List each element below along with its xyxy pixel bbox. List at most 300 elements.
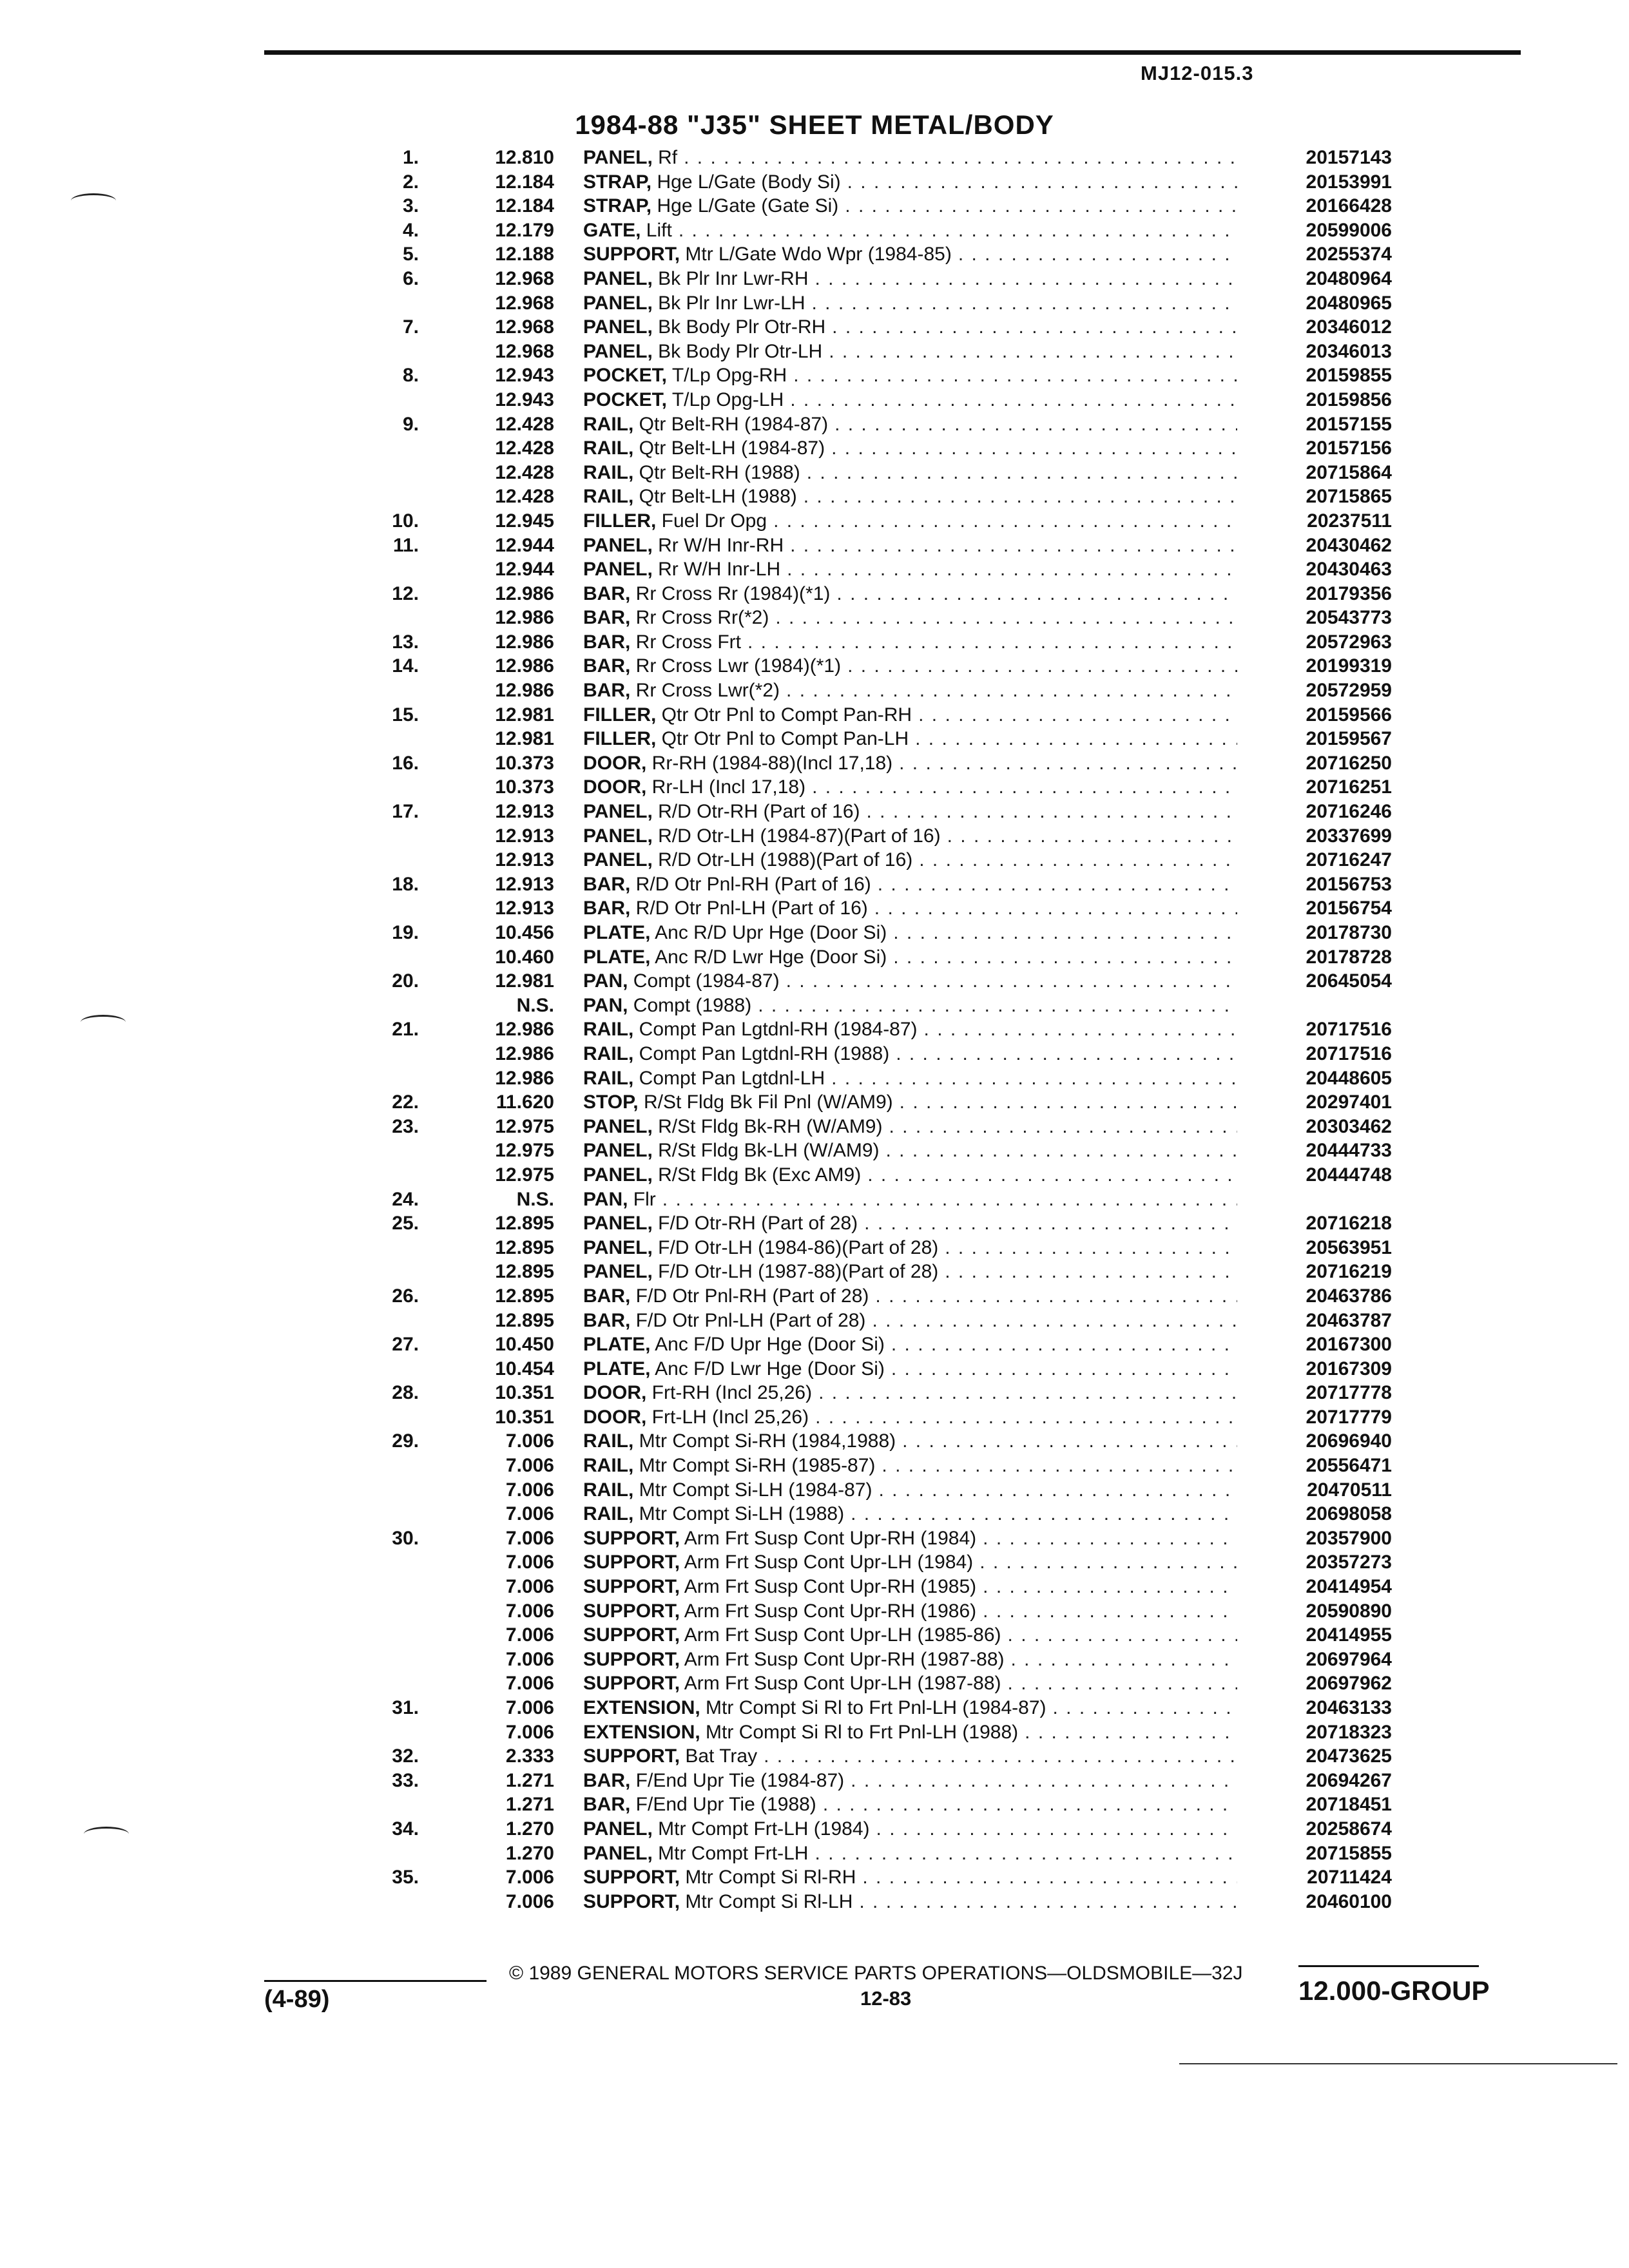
leader-dots [853, 1890, 1237, 1914]
leader-dots [808, 1841, 1237, 1866]
part-noun: FILLER, [583, 510, 657, 532]
part-row [348, 1187, 1392, 1212]
part-row [348, 1502, 1392, 1526]
group-number: 12.913 [495, 849, 554, 871]
leader-dots [871, 872, 1237, 897]
part-row [348, 242, 1392, 267]
part-description [583, 1623, 1237, 1648]
part-row [348, 1090, 1392, 1115]
part-description [583, 194, 1237, 218]
part-row [348, 1744, 1392, 1769]
group-number: 12.986 [495, 607, 554, 629]
part-row [348, 1865, 1392, 1890]
group-number: 1.270 [505, 1842, 554, 1864]
part-noun: RAIL, [583, 437, 634, 459]
group-number: 12.944 [495, 559, 554, 581]
leader-dots [1001, 1671, 1237, 1696]
part-detail: Mtr Compt Si Rl-LH [680, 1890, 853, 1912]
part-number: 20430462 [1306, 534, 1392, 556]
item-number: 23. [392, 1115, 419, 1137]
part-description [583, 1090, 1237, 1115]
item-number: 27. [392, 1334, 419, 1356]
part-detail: Rf [652, 147, 678, 168]
part-row [348, 678, 1392, 703]
part-number: 20543773 [1306, 607, 1392, 629]
part-row [348, 800, 1392, 824]
part-noun: PAN, [583, 994, 628, 1016]
part-row [348, 1478, 1392, 1503]
item-number: 22. [392, 1091, 419, 1113]
item-number: 21. [392, 1019, 419, 1041]
part-row [348, 1792, 1392, 1817]
part-row [348, 267, 1392, 291]
part-row [348, 1550, 1392, 1575]
part-noun: RAIL, [583, 1503, 634, 1525]
part-noun: PANEL, [583, 1140, 653, 1162]
part-number: 20448605 [1306, 1067, 1392, 1089]
part-number: 20717516 [1306, 1043, 1392, 1064]
part-noun: SUPPORT, [583, 1867, 680, 1888]
part-row [348, 1332, 1392, 1357]
part-noun: SUPPORT, [583, 1745, 680, 1767]
part-description [583, 315, 1237, 340]
part-description [583, 1575, 1237, 1599]
footer-rule-right [1298, 1965, 1479, 1967]
leader-dots [887, 945, 1237, 970]
group-label: 12.000-GROUP [1298, 1975, 1490, 2006]
item-number: 30. [392, 1527, 419, 1549]
part-row [348, 1284, 1392, 1309]
part-row [348, 509, 1392, 533]
leader-dots [858, 1211, 1237, 1236]
part-noun: GATE, [583, 219, 641, 241]
part-number: 20157155 [1306, 413, 1392, 435]
leader-dots [952, 242, 1237, 267]
group-number: 12.188 [495, 244, 554, 265]
group-number: 12.986 [495, 631, 554, 653]
part-detail: Mtr Compt Frt-LH (1984) [652, 1818, 870, 1840]
group-number: 7.006 [505, 1455, 554, 1477]
part-row [348, 1890, 1392, 1914]
part-detail: Compt (1984-87) [628, 970, 780, 992]
item-number: 33. [392, 1769, 419, 1791]
part-noun: PANEL, [583, 147, 653, 168]
part-noun: PANEL, [583, 292, 653, 314]
item-number: 11. [392, 534, 419, 556]
part-description [583, 461, 1237, 485]
leader-dots [889, 1042, 1237, 1066]
leader-dots [841, 170, 1237, 195]
part-description [583, 1260, 1237, 1284]
part-number: 20157156 [1306, 437, 1392, 459]
leader-dots [767, 509, 1237, 533]
part-description [583, 1648, 1237, 1672]
part-row [348, 921, 1392, 945]
group-number: 12.986 [495, 1043, 554, 1064]
part-noun: PANEL, [583, 267, 653, 289]
part-noun: SUPPORT, [583, 1890, 680, 1912]
part-noun: PANEL, [583, 825, 653, 847]
page-title: 1984-88 "J35" SHEET METAL/BODY [575, 110, 1054, 140]
group-number: 12.428 [495, 486, 554, 508]
group-number: 12.981 [495, 970, 554, 992]
part-number: 20696940 [1306, 1430, 1392, 1452]
part-number: 20590890 [1306, 1600, 1392, 1622]
leader-dots [976, 1526, 1237, 1551]
part-noun: RAIL, [583, 486, 634, 508]
part-number: 20717516 [1306, 1019, 1392, 1041]
part-detail: Rr W/H Inr-LH [652, 559, 781, 581]
part-detail: Compt (1988) [628, 994, 752, 1016]
group-number: 12.895 [495, 1261, 554, 1283]
part-row [348, 1599, 1392, 1624]
part-noun: BAR, [583, 1769, 631, 1791]
leader-dots [1018, 1720, 1237, 1745]
part-noun: PANEL, [583, 1213, 653, 1235]
part-detail: Bat Tray [680, 1745, 758, 1767]
group-number: 12.981 [495, 728, 554, 750]
part-number: 20258674 [1306, 1818, 1392, 1840]
part-row [348, 727, 1392, 751]
part-number: 20255374 [1306, 244, 1392, 265]
part-number: 20715855 [1306, 1842, 1392, 1864]
group-number: 12.179 [495, 219, 554, 241]
leader-dots [909, 727, 1237, 751]
leader-dots [822, 340, 1237, 364]
leader-dots [860, 800, 1237, 824]
part-number: 20716246 [1306, 801, 1392, 823]
part-description [583, 1841, 1237, 1866]
part-description [583, 1478, 1237, 1503]
part-row [348, 1623, 1392, 1648]
part-noun: BAR, [583, 631, 631, 653]
part-noun: RAIL, [583, 413, 634, 435]
leader-dots [841, 654, 1237, 678]
group-number: 7.006 [505, 1503, 554, 1525]
part-description [583, 267, 1237, 291]
part-row [348, 872, 1392, 897]
part-row [348, 1671, 1392, 1696]
leader-dots [780, 969, 1237, 994]
leader-dots [938, 1260, 1237, 1284]
part-description [583, 1211, 1237, 1236]
leader-dots [861, 1163, 1237, 1187]
part-number: 20645054 [1306, 970, 1392, 992]
group-number: 7.006 [505, 1552, 554, 1573]
part-description [583, 1865, 1237, 1890]
part-noun: PANEL, [583, 340, 653, 362]
leader-dots [844, 1502, 1237, 1526]
part-number: 20697964 [1306, 1648, 1392, 1670]
item-number: 18. [392, 873, 419, 895]
leader-dots [912, 703, 1237, 727]
leader-dots [816, 1792, 1237, 1817]
part-number: 20572959 [1306, 680, 1392, 702]
part-number: 20460100 [1306, 1890, 1392, 1912]
part-detail: R/St Fldg Bk-RH (W/AM9) [652, 1115, 883, 1137]
part-description [583, 1817, 1237, 1841]
part-noun: PLATE, [583, 1334, 651, 1356]
part-description [583, 436, 1237, 461]
leader-dots [973, 1550, 1237, 1575]
group-number: 12.986 [495, 655, 554, 677]
item-number: 34. [392, 1818, 419, 1840]
part-description [583, 1550, 1237, 1575]
part-detail: Bk Body Plr Otr-RH [652, 316, 826, 338]
part-detail: Rr-RH (1984-88)(Incl 17,18) [646, 752, 893, 774]
part-description [583, 1890, 1237, 1914]
leader-dots [885, 1332, 1237, 1357]
leader-dots [787, 363, 1237, 388]
part-row [348, 1236, 1392, 1260]
group-number: 12.968 [495, 316, 554, 338]
part-detail: Qtr Belt-LH (1984-87) [633, 437, 825, 459]
part-number: 20357900 [1306, 1527, 1392, 1549]
part-description [583, 1454, 1237, 1478]
leader-dots [1001, 1623, 1237, 1648]
part-description [583, 848, 1237, 872]
part-description [583, 1357, 1237, 1381]
part-number: 20153991 [1306, 171, 1392, 193]
part-number: 20480964 [1306, 267, 1392, 289]
item-number: 28. [392, 1382, 419, 1404]
leader-dots [825, 315, 1237, 340]
part-description [583, 533, 1237, 558]
part-description [583, 1381, 1237, 1405]
group-number: 2.333 [505, 1745, 554, 1767]
part-row [348, 388, 1392, 412]
item-number: 20. [392, 970, 419, 992]
part-description [583, 1163, 1237, 1187]
part-description [583, 921, 1237, 945]
part-detail: Rr Cross Lwr (1984)(*1) [630, 655, 842, 677]
parts-list [348, 146, 1392, 1914]
part-detail: R/D Otr-LH (1988)(Part of 16) [652, 849, 913, 871]
part-description [583, 412, 1237, 437]
part-description [583, 1187, 1237, 1212]
group-number: 7.006 [505, 1624, 554, 1646]
group-number: 7.006 [505, 1697, 554, 1718]
group-number: 12.913 [495, 801, 554, 823]
part-description [583, 678, 1237, 703]
part-description [583, 872, 1237, 897]
leader-dots [856, 1865, 1237, 1890]
leader-dots [870, 1817, 1237, 1841]
part-row [348, 363, 1392, 388]
group-number: 12.428 [495, 413, 554, 435]
part-detail: Qtr Belt-RH (1988) [633, 461, 800, 483]
part-detail: Anc R/D Upr Hge (Door Si) [650, 922, 887, 943]
part-detail: F/End Upr Tie (1984-87) [630, 1769, 845, 1791]
leader-dots [918, 1017, 1237, 1042]
part-description [583, 1284, 1237, 1309]
part-noun: SUPPORT, [583, 1527, 680, 1549]
group-number: 10.373 [495, 752, 554, 774]
part-number: 20297401 [1306, 1091, 1392, 1113]
footer-rule-left [264, 1980, 487, 1982]
leader-dots [1046, 1696, 1237, 1720]
part-number: 20697962 [1306, 1673, 1392, 1695]
part-row [348, 1575, 1392, 1599]
part-detail: Qtr Belt-RH (1984-87) [633, 413, 829, 435]
part-noun: DOOR, [583, 1406, 647, 1428]
leader-dots [872, 1478, 1237, 1503]
part-description [583, 1017, 1237, 1042]
part-detail: Rr Cross Rr (1984)(*1) [630, 582, 831, 604]
part-detail: Compt Pan Lgtdnl-RH (1988) [633, 1043, 890, 1064]
part-detail: Bk Plr Inr Lwr-LH [652, 292, 805, 314]
part-row [348, 896, 1392, 921]
part-detail: Hge L/Gate (Body Si) [651, 171, 841, 193]
part-noun: SUPPORT, [583, 1648, 680, 1670]
leader-dots [880, 1139, 1237, 1163]
group-number: 12.428 [495, 461, 554, 483]
part-row [348, 485, 1392, 509]
part-noun: EXTENSION, [583, 1721, 700, 1743]
part-row [348, 146, 1392, 170]
part-number: 20346012 [1306, 316, 1392, 338]
leader-dots [912, 848, 1237, 872]
item-number: 31. [392, 1697, 419, 1718]
part-noun: RAIL, [583, 461, 634, 483]
part-number: 20430463 [1306, 559, 1392, 581]
part-row [348, 1526, 1392, 1551]
group-number: 12.975 [495, 1115, 554, 1137]
item-number: 10. [392, 510, 419, 532]
part-detail: Arm Frt Susp Cont Upr-LH (1987-88) [680, 1673, 1001, 1695]
part-detail: Arm Frt Susp Cont Upr-LH (1985-86) [680, 1624, 1001, 1646]
part-description [583, 1769, 1237, 1793]
part-noun: RAIL, [583, 1043, 634, 1064]
part-number: 20178728 [1306, 946, 1392, 968]
leader-dots [780, 557, 1237, 582]
group-number: 7.006 [505, 1867, 554, 1888]
part-description [583, 1502, 1237, 1526]
part-row [348, 1381, 1392, 1405]
part-detail: F/D Otr-LH (1984-86)(Part of 28) [652, 1236, 939, 1258]
part-noun: BAR, [583, 1794, 631, 1816]
part-number: 20159566 [1306, 704, 1392, 726]
part-number: 20717778 [1306, 1382, 1392, 1404]
part-description [583, 994, 1237, 1018]
group-number: 12.943 [495, 389, 554, 410]
leader-dots [805, 291, 1237, 316]
group-number: N.S. [516, 994, 554, 1016]
part-detail: Frt-RH (Incl 25,26) [646, 1382, 813, 1404]
leader-dots [875, 1454, 1237, 1478]
leader-dots [757, 1744, 1237, 1769]
part-number: 20715864 [1306, 461, 1392, 483]
part-number: 20473625 [1306, 1745, 1392, 1767]
part-noun: PANEL, [583, 559, 653, 581]
part-row [348, 1769, 1392, 1793]
part-description [583, 969, 1237, 994]
part-detail: Mtr Compt Si Rl to Frt Pnl-LH (1984-87) [700, 1697, 1046, 1718]
part-noun: PANEL, [583, 849, 653, 871]
item-number: 32. [392, 1745, 419, 1767]
part-noun: PAN, [583, 1188, 628, 1210]
group-number: 12.981 [495, 704, 554, 726]
part-detail: Anc F/D Upr Hge (Door Si) [650, 1334, 885, 1356]
part-detail: Rr W/H Inr-RH [652, 534, 784, 556]
part-noun: BAR, [583, 873, 631, 895]
part-description [583, 1599, 1237, 1624]
part-noun: BAR, [583, 898, 631, 919]
part-row [348, 1042, 1392, 1066]
part-number: 20599006 [1306, 219, 1392, 241]
leader-dots [868, 896, 1237, 921]
group-number: 12.944 [495, 534, 554, 556]
leader-dots [976, 1599, 1237, 1624]
part-number: 20716247 [1306, 849, 1392, 871]
part-row [348, 557, 1392, 582]
part-detail: Qtr Otr Pnl to Compt Pan-LH [656, 728, 909, 750]
part-detail: R/D Otr-LH (1984-87)(Part of 16) [652, 825, 941, 847]
part-number: 20167309 [1306, 1358, 1392, 1379]
group-number: 7.006 [505, 1673, 554, 1695]
part-detail: Anc F/D Lwr Hge (Door Si) [650, 1358, 885, 1379]
part-number: 20480965 [1306, 292, 1392, 314]
group-number: 12.895 [495, 1285, 554, 1307]
part-detail: Rr Cross Lwr(*2) [630, 680, 780, 702]
page-number: 12-83 [860, 1987, 912, 2010]
part-number: 20337699 [1306, 825, 1392, 847]
group-number: 12.986 [495, 582, 554, 604]
leader-dots [780, 678, 1237, 703]
binder-mark-top [71, 193, 116, 208]
part-number: 20717779 [1306, 1406, 1392, 1428]
leader-dots [1005, 1648, 1237, 1672]
part-noun: EXTENSION, [583, 1697, 700, 1718]
group-number: 12.895 [495, 1236, 554, 1258]
leader-dots [885, 1357, 1237, 1381]
group-number: 10.456 [495, 922, 554, 943]
part-row [348, 703, 1392, 727]
item-number: 25. [392, 1213, 419, 1235]
top-rule [264, 50, 1521, 55]
item-number: 3. [402, 195, 419, 217]
part-row [348, 582, 1392, 606]
part-row [348, 1260, 1392, 1284]
part-detail: Flr [628, 1188, 656, 1210]
part-number: 20167300 [1306, 1334, 1392, 1356]
part-description [583, 1792, 1237, 1817]
part-number: 20715865 [1306, 486, 1392, 508]
part-number: 20716251 [1306, 776, 1392, 798]
leader-dots [741, 630, 1237, 655]
item-number: 26. [392, 1285, 419, 1307]
part-description [583, 896, 1237, 921]
part-description [583, 630, 1237, 655]
item-number: 14. [392, 655, 419, 677]
part-number: 20556471 [1306, 1455, 1392, 1477]
part-description [583, 340, 1237, 364]
part-row [348, 1163, 1392, 1187]
part-number: 20463787 [1306, 1309, 1392, 1331]
part-number: 20414954 [1306, 1576, 1392, 1598]
part-description [583, 824, 1237, 849]
part-detail: F/D Otr Pnl-LH (Part of 28) [630, 1309, 866, 1331]
leader-dots [751, 994, 1237, 1018]
leader-dots [677, 146, 1237, 170]
part-description [583, 654, 1237, 678]
part-number: 20159856 [1306, 389, 1392, 410]
part-detail: F/D Otr-LH (1987-88)(Part of 28) [652, 1261, 939, 1283]
leader-dots [887, 921, 1237, 945]
group-number: 7.006 [505, 1527, 554, 1549]
leader-dots [865, 1309, 1237, 1333]
part-row [348, 1817, 1392, 1841]
